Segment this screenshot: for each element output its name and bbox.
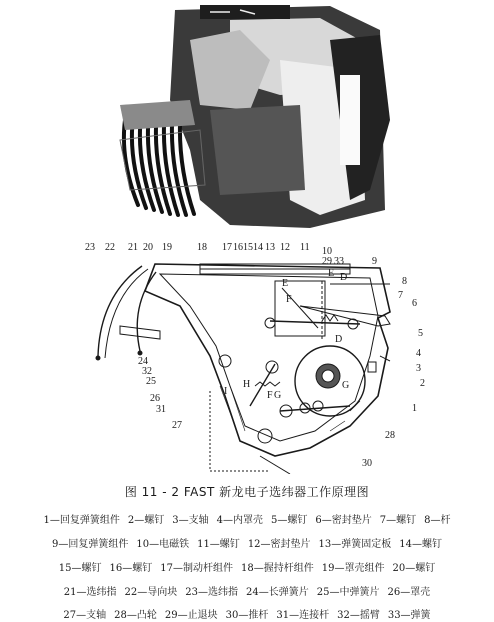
legend-item: 1—回复弹簧组件	[43, 515, 120, 526]
callout-18: 18	[197, 242, 207, 253]
legend-item: 32—摇臂	[337, 610, 380, 621]
legend-item: 5—螺钉	[271, 515, 308, 526]
legend-row-2	[0, 535, 494, 550]
legend-item: 23—选纬指	[185, 587, 238, 598]
legend-item: 7—螺钉	[379, 515, 417, 526]
callout-29: 29	[322, 256, 332, 267]
figure-caption: 图 11 - 2 FAST 新龙电子选纬器工作原理图	[124, 485, 370, 499]
legend-row-4	[0, 583, 494, 598]
callout-7: 7	[398, 290, 403, 301]
callout-26: 26	[150, 393, 160, 404]
label-e-top: E	[282, 278, 289, 289]
callout-22: 22	[105, 242, 115, 253]
callout-4: 4	[416, 348, 421, 359]
label-g-low: G	[274, 390, 282, 401]
callout-5: 5	[418, 328, 423, 339]
callout-14: 14	[253, 242, 263, 253]
legend-item: 13—弹簧固定板	[318, 539, 392, 550]
label-d-top: D	[340, 272, 348, 283]
legend-row-5	[0, 606, 494, 621]
legend-item: 3—支轴	[172, 515, 209, 526]
callout-20: 20	[143, 242, 153, 253]
callout-13: 13	[265, 242, 275, 253]
legend-item: 17—制动杆组件	[160, 563, 233, 574]
legend-item: 30—推杆	[225, 610, 269, 621]
legend-item: 29—止退块	[164, 610, 218, 621]
legend-item: 33—弹簧	[387, 610, 431, 621]
legend-item: 15—螺钉	[58, 563, 102, 574]
label-f-top: F	[286, 294, 292, 305]
callout-21: 21	[128, 242, 138, 253]
callout-27: 27	[172, 420, 182, 431]
label-d-mid: D	[335, 334, 343, 345]
callout-17: 17	[222, 242, 232, 253]
callout-9: 9	[372, 256, 377, 267]
label-h: H	[243, 379, 251, 390]
legend-item: 22—导向块	[124, 587, 178, 598]
device-photo	[80, 0, 410, 232]
callout-2: 2	[420, 378, 425, 389]
callout-1: 1	[412, 403, 417, 414]
label-e-right: E	[328, 268, 335, 279]
legend-item: 25—中弹簧片	[316, 587, 380, 598]
legend-item: 24—长弹簧片	[246, 587, 309, 598]
legend-item: 8—杆	[424, 515, 451, 526]
legend-item: 16—螺钉	[109, 563, 153, 574]
legend-item: 26—罩壳	[387, 587, 431, 598]
callout-28: 28	[385, 430, 395, 441]
working-principle-diagram	[60, 236, 490, 474]
legend-item: 4—内罩壳	[216, 515, 263, 526]
label-g-cam: G	[342, 380, 350, 391]
label-f-low: F	[267, 390, 273, 401]
callout-6: 6	[412, 298, 417, 309]
legend-item: 14—螺钉	[399, 539, 443, 550]
legend-item: 12—密封垫片	[247, 539, 311, 550]
callout-30: 30	[362, 458, 372, 469]
callout-16: 16	[233, 242, 243, 253]
legend-item: 31—连接杆	[276, 610, 330, 621]
legend-item: 28—凸轮	[114, 610, 157, 621]
callout-15: 15	[243, 242, 253, 253]
legend-item: 11—螺钉	[197, 539, 240, 550]
callout-31: 31	[156, 404, 166, 415]
callout-33: 33	[334, 256, 344, 267]
callout-19: 19	[162, 242, 172, 253]
legend-item: 10—电磁铁	[136, 539, 190, 550]
legend-item: 9—回复弹簧组件	[51, 539, 129, 550]
callout-11: 11	[300, 242, 310, 253]
callout-23: 23	[85, 242, 95, 253]
callout-8: 8	[402, 276, 407, 287]
callout-25: 25	[146, 376, 156, 387]
callout-10: 10	[322, 246, 332, 257]
legend-item: 6—密封垫片	[315, 515, 372, 526]
legend-item: 27—支轴	[63, 610, 107, 621]
callout-12: 12	[280, 242, 290, 253]
callout-24: 24	[138, 356, 148, 367]
callout-3: 3	[416, 363, 421, 374]
legend-item: 21—选纬指	[63, 587, 117, 598]
label-i: I	[224, 386, 228, 397]
legend-item: 2—螺钉	[127, 515, 165, 526]
legend-row-1	[0, 511, 494, 526]
legend-item: 18—握持杆组件	[241, 563, 314, 574]
callout-32: 32	[142, 366, 152, 377]
legend-item: 19—罩壳组件	[321, 563, 385, 574]
legend-row-3	[0, 559, 494, 574]
legend-item: 20—螺钉	[392, 563, 436, 574]
